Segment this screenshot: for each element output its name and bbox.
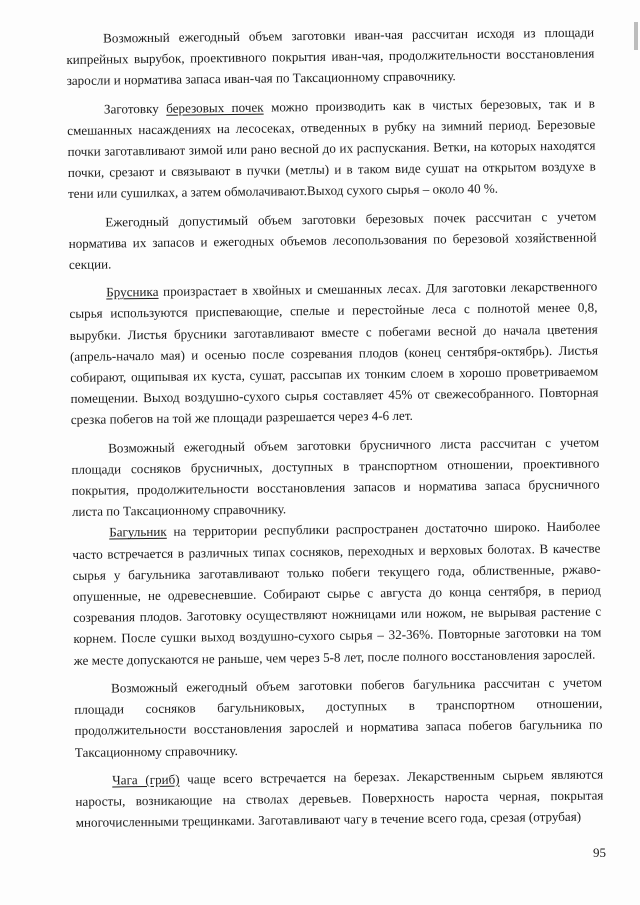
term-birch-buds: березовых почек [166,99,264,116]
scan-edge-mark [634,22,638,50]
paragraph-text: Возможный ежегодный объем заготовки иван-чая рассчитан исходя из площади кипрейных вырубок, проективного покрытия иван-чая, продолжительности восстановления заросли и норматива запаса иван-чая по Таксационному справочнику. [66,24,595,89]
page-number: 95 [593,845,606,860]
paragraph-text: Ежегодный допустимый объем заготовки березовых почек рассчитан с учетом норматива их запасов и ежегодных объемов лесопользования по березовой хозяйственной секции. [68,208,597,273]
paragraph-birch-buds [67,92,596,204]
paragraph-ledum-volume [74,671,603,762]
paragraph-text: Возможный ежегодный объем заготовки побегов багульника рассчитан с учетом площади сосняков багульниковых, доступных в транспортном отношении, продолжительности восстановления зарослей и норматива запаса побегов багульника по Таксационному справочнику. [74,674,603,760]
body-text [66,22,604,834]
paragraph-ivan-chai [66,22,595,92]
paragraph-chaga [75,763,604,833]
paragraph-text: на территории республики распространен достаточно широко. Наиболее часто встречается в различных типах сосняков, переходных и верховых болотах. В качестве сырья у багульника заготавливают только побеги текущего года, облиственные, ржаво-опушенные, не одревесневшие. Собирают сырье с августа до конца сентября, в период созревания плодов. Заготовку осуществляют ножницами или ножом, не вырывая растение с корнем. После сушки выход воздушно-сухого сырья – 32-36%. Повторные заготовки на том же месте допускаются не раньше, чем через 5-8 лет, после полного восстановления зарослей. [72,518,602,668]
term-cowberry: Брусника [106,284,159,300]
paragraph-text: Возможный ежегодный объем заготовки брусничного листа рассчитан с учетом площади сосняков брусничных, доступных в транспортном отношении, проективного покрытия, продолжительности восстановления запасов и норматива запаса брусничного листа по Таксационному справочнику. [71,434,600,520]
paragraph-text: Заготовку [103,100,167,117]
term-chaga: Чага (гриб) [112,771,180,788]
paragraph-cowberry-volume [71,431,600,522]
term-ledum: Багульник [109,524,167,540]
paragraph-birch-buds-volume [68,205,597,275]
paragraph-text: произрастает в хвойных и смешанных лесах. Для заготовки лекарственного сырья используются приспевающие, спелые и перестойные леса с полнотой менее 0,8, вырубки. Листья брусники заготавливают вместе с побегами весной до начала цветения (апрель-начало мая) и осенью после созревания плодов (конец сентября-октябрь). Листья собирают, ощипывая их куста, сушат, рассыпав их тонким слоем в хорошо проветриваемом помещении. Выход воздушно-сухого сырья составляет 45% от свежесобранного. Повторная срезка побегов на той же площади разрешается через 4-6 лет. [69,278,599,428]
paragraph-text: чаще всего встречается на березах. Лекарственным сырьем являются наросты, возникающие на стволах деревьев. Поверхность нароста черная, покрытая многочисленными трещинками. Заготавливают чагу в течение всего года, срезая (отрубая) [75,766,604,831]
paragraph-text: можно производить как в чистых березовых, так и в смешанных насаждениях на лесосеках, отведенных в рубку на зимний период. Березовые почки заготавливают зимой или рано весной до их распускания. Ветки, на которых находятся почки, срезают и связывают в пучки (метлы) и в таком виде сушат на открытом воздухе в тени или сушилках, а затем обмолачивают.Выход сухого сырья – около 40 %. [67,95,596,202]
paragraph-ledum [72,516,602,671]
paragraph-cowberry [69,276,599,431]
